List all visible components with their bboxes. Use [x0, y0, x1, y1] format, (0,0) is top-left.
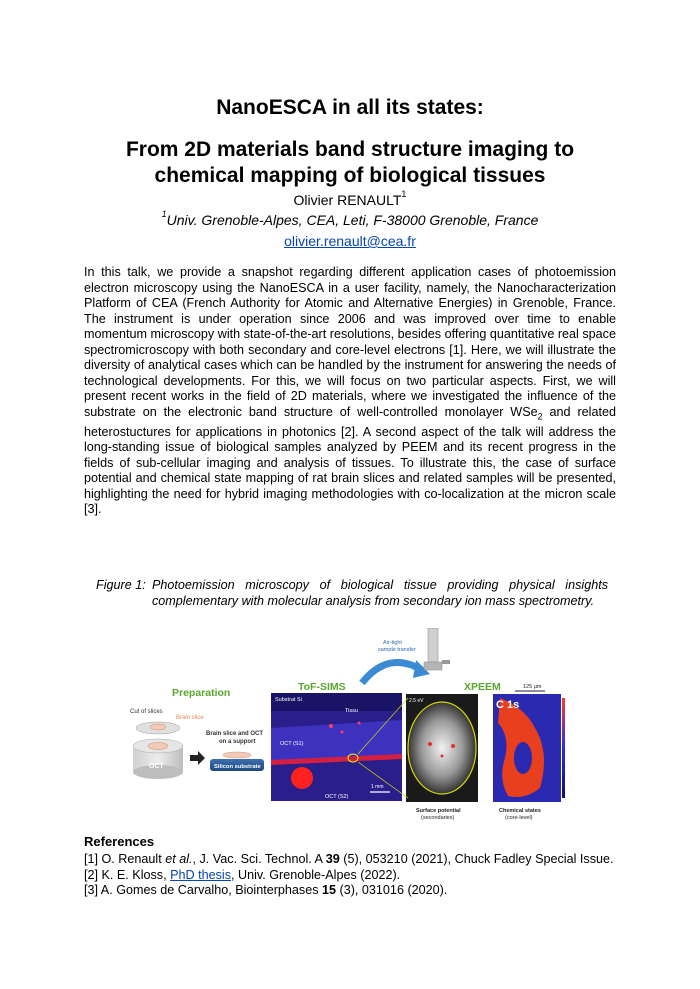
- email-line: [0, 233, 700, 249]
- author: [0, 189, 700, 208]
- email-link[interactable]: olivier.renault@cea.fr: [284, 233, 416, 249]
- oct-s1-label: OCT (S1): [280, 741, 304, 747]
- reference-3: [84, 883, 644, 899]
- ref2-part-b: , Univ. Grenoble-Alpes (2022).: [231, 867, 401, 882]
- figure-caption: [96, 578, 608, 609]
- tof-sims-label: ToF-SIMS: [298, 681, 346, 693]
- oct-cylinder-slice: [148, 743, 168, 750]
- c1s-label: C 1s: [496, 699, 520, 711]
- brain-slice-mark: [150, 724, 166, 730]
- title-line-2a: From 2D materials band structure imaging to: [125, 138, 575, 161]
- ref3-part-a: [3] A. Gomes de Carvalho, Biointerphases: [84, 883, 323, 897]
- figure-label: Figure 1:: [96, 578, 146, 592]
- oct-s2-label: OCT (S2): [325, 794, 349, 800]
- xpeem-label: XPEEM: [464, 681, 501, 693]
- air-tight-label-1: Air-tight: [383, 640, 402, 646]
- c1s-colorbar: [562, 698, 565, 798]
- silicon-substrate-label: Silicon substrate: [214, 764, 261, 770]
- ref2-part-a: [2] K. E. Kloss,: [84, 867, 171, 882]
- tof-sims-dot-2: [341, 731, 344, 734]
- phd-thesis-link[interactable]: PhD thesis: [170, 867, 231, 882]
- title-line-2: [0, 137, 700, 189]
- scale-125-label: 125 µm: [523, 684, 542, 690]
- xpeem-field-circle: [408, 702, 476, 794]
- title-line-2b: chemical mapping of biological tissues: [154, 164, 546, 187]
- xpeem-red-dot-2: [451, 744, 455, 748]
- ref3-volume: 15: [322, 883, 337, 897]
- abstract-part-1: In this talk, we provide a snapshot regarding different application cases of photoemission electron microscopy using the NanoESCA in a user facility, namely, the Nanocharacterization Platform of CEA (French Authority for Atomic and Alternative Energies) in Grenoble, France. The instrument is under operation since 2006 and was improved over time to enable momentum microscopy with state-of-the-art resolutions, besides offering quantitative real space spectromicroscopy with both secondary and core-level electrons [1]. Here, we will illustrate the diversity of analytical cases which can be handled by the instrument for answering the needs of technological developments. For this, we will focus on two particular aspects. First, we will present recent works in the field of 2D materials, where we investigated the influence of the substrate on the electronic band structure of well-controlled monolayer WSe: [84, 265, 616, 419]
- tof-sims-dot-1: [329, 724, 333, 728]
- figure-caption-text: Photoemission microscopy of biological tissue providing physical insights complementary with molecular analysis from secondary ion mass spectrometry.: [152, 578, 608, 608]
- slice-on-support: [223, 752, 251, 758]
- transfer-device-valve: [424, 662, 442, 670]
- secondaries-label: (secondaries): [421, 815, 455, 821]
- ref1-volume: 39: [325, 852, 340, 866]
- figure-1: [130, 628, 570, 828]
- prep-arrow-icon: [190, 751, 205, 765]
- tof-sims-dot-3: [358, 722, 361, 725]
- ev-label: 2.5 eV: [409, 698, 424, 704]
- ref1-part-a: [1] O. Renault: [84, 852, 166, 866]
- abstract: [84, 265, 616, 518]
- chemical-states-label: Chemical states: [499, 808, 541, 814]
- surface-potential-label: Surface potential: [416, 808, 461, 814]
- references-list: [84, 852, 644, 899]
- brain-slice-label: Brain slice: [176, 715, 204, 721]
- affiliation-sup: 1: [161, 209, 167, 219]
- ref3-part-b: (3), 031016 (2020).: [336, 883, 448, 897]
- abstract-subscript: 2: [537, 411, 543, 422]
- ref1-part-b: , J. Vac. Sci. Technol. A: [192, 852, 326, 866]
- xpeem-red-dot-1: [428, 742, 432, 746]
- cut-of-slices-label: Cut of slices: [130, 709, 163, 715]
- reference-1: [84, 852, 644, 868]
- author-sup: 1: [401, 189, 407, 199]
- on-support-label: on a support: [219, 739, 256, 745]
- oct-label: OCT: [149, 763, 164, 770]
- abstract-part-2: and related heterostuctures for applications in photonics [2]. A second aspect of the talk will address the long-standing issue of biological samples analyzed by PEEM and its recent progress in the fields of sub-cellular imaging and analysis of tissues. To illustrate this, the case of surface potential and chemical state mapping of rat brain slices and related samples will be presented, highlighting the need for hybrid imaging methodologies with co-localization at the micron scale [3].: [84, 404, 616, 517]
- c1s-blue-core: [514, 742, 532, 774]
- transfer-device-knob: [442, 660, 450, 664]
- reference-2: [84, 868, 644, 884]
- brain-slice-oct-label: Brain slice and OCT: [206, 731, 264, 737]
- tof-sims-red-blob: [291, 767, 313, 789]
- ref1-etal: et al.: [165, 852, 193, 866]
- core-level-label: (core-level): [505, 815, 533, 821]
- transfer-arrow-icon: [362, 662, 422, 683]
- affiliation: [0, 209, 700, 228]
- affiliation-text: Univ. Grenoble-Alpes, CEA, Leti, F-38000 Grenoble, France: [166, 212, 539, 228]
- scale-1mm-label: 1 mm: [371, 784, 384, 790]
- ref1-part-c: (5), 053210 (2021), Chuck Fadley Special Issue.: [339, 852, 614, 866]
- xpeem-red-dot-3: [441, 755, 444, 758]
- transfer-device-body: [428, 628, 438, 662]
- author-name: Olivier RENAULT: [293, 192, 402, 208]
- title-line-1: NanoESCA in all its states:: [216, 96, 484, 119]
- preparation-label: Preparation: [172, 687, 231, 699]
- references-heading: References: [84, 834, 155, 849]
- air-tight-label-2: sample transfer: [378, 647, 416, 653]
- substrat-si-label: Substrat Si: [275, 697, 302, 703]
- tissu-label: Tissu: [345, 708, 358, 714]
